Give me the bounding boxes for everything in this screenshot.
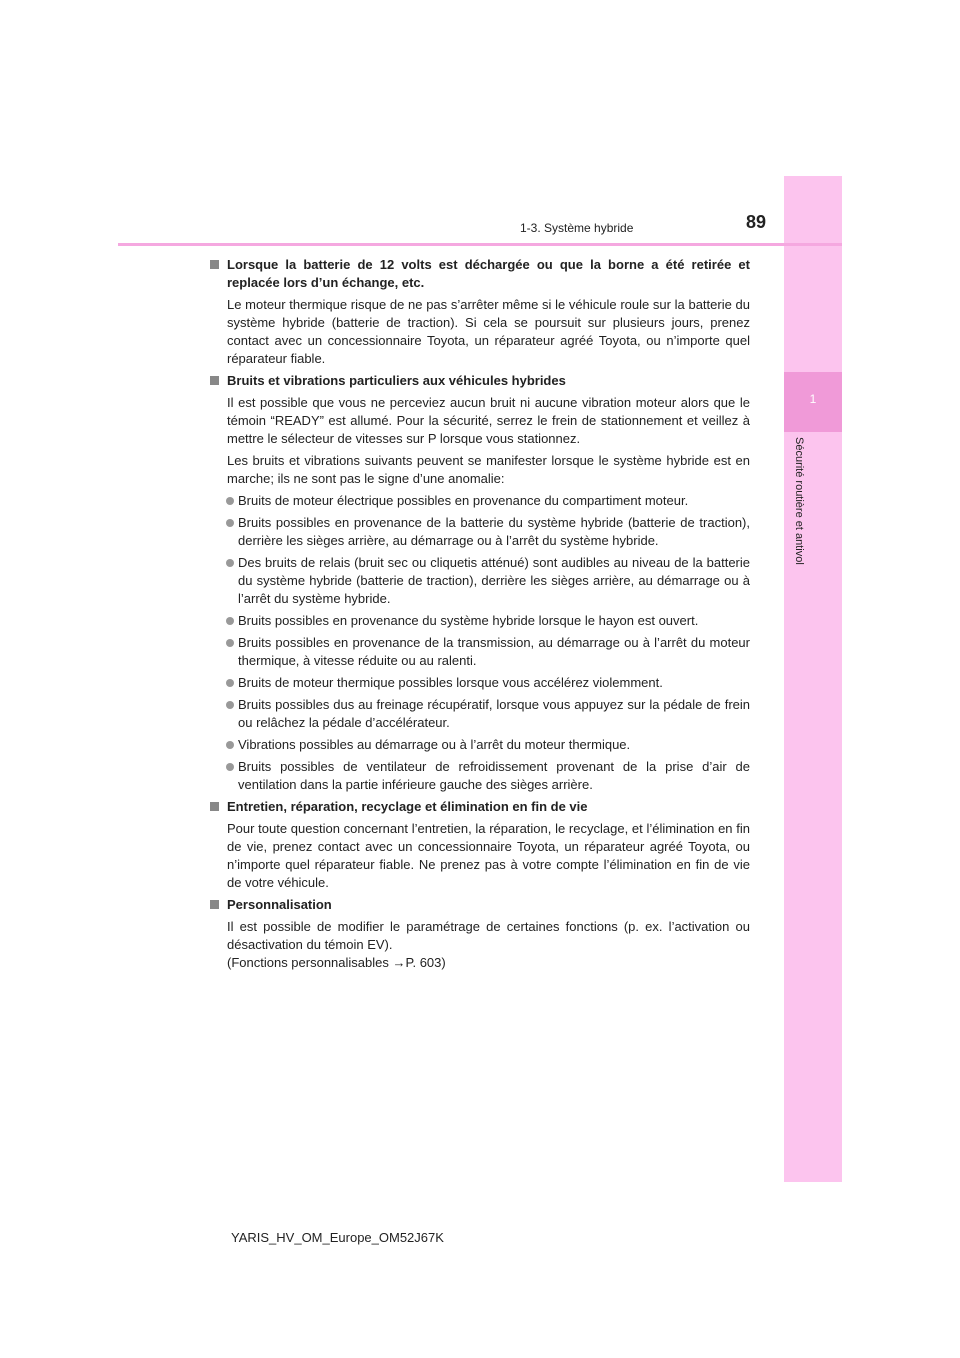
chapter-title: Sécurité routière et antivol	[793, 437, 805, 565]
list-item-text: Des bruits de relais (bruit sec ou cliquetis atténué) sont audibles au niveau de la batterie du système hybride (batterie de traction), derrière les sièges arrière, au démarrage ou à l’arrêt du système hybride.	[238, 555, 750, 606]
list-item	[210, 758, 750, 794]
circle-bullet-icon	[226, 497, 234, 505]
page-content	[210, 252, 750, 972]
list-item	[210, 634, 750, 670]
list-item-text: Bruits possibles en provenance du système hybride lorsque le hayon est ouvert.	[238, 613, 699, 628]
square-bullet-icon	[210, 900, 219, 909]
list-item	[210, 674, 750, 692]
list-item	[210, 696, 750, 732]
paragraph: Les bruits et vibrations suivants peuvent se manifester lorsque le système hybride est en marche; ils ne sont pas le signe d’une anomalie:	[227, 453, 750, 486]
list-item-text: Bruits possibles de ventilateur de refroidissement provenant de la prise d’air de ventilation dans la partie inférieure gauche des sièges arrière.	[238, 759, 750, 792]
header-rule	[118, 243, 842, 246]
paragraph: Pour toute question concernant l’entretien, la réparation, le recyclage, et l’élimination en fin de vie, prenez contact avec un concessionnaire Toyota, un réparateur agréé Toyota, ou n’importe quel réparateur fiable. Ne prenez pas à votre compte l’élimination en fin de vie de votre véhicule.	[227, 821, 750, 890]
section-heading-text: Lorsque la batterie de 12 volts est déchargée ou que la borne a été retirée et replacée lors d’un échange, etc.	[227, 257, 750, 290]
paragraph: Il est possible que vous ne perceviez aucun bruit ni aucune vibration moteur alors que le témoin “READY” est allumé. Pour la sécurité, serrez le frein de stationnement et veillez à mettre le sélecteur de vitesses sur P lorsque vous stationnez.	[227, 395, 750, 446]
circle-bullet-icon	[226, 741, 234, 749]
paragraph-line: Il est possible de modifier le paramétrage de certaines fonctions (p. ex. l’activation ou désactivation du témoin EV).	[227, 919, 750, 952]
section-heading	[210, 256, 750, 292]
list-item	[210, 612, 750, 630]
circle-bullet-icon	[226, 559, 234, 567]
circle-bullet-icon	[226, 639, 234, 647]
section-heading-text: Entretien, réparation, recyclage et élimination en fin de vie	[227, 799, 588, 814]
circle-bullet-icon	[226, 617, 234, 625]
list-item-text: Vibrations possibles au démarrage ou à l’arrêt du moteur thermique.	[238, 737, 631, 752]
section-heading	[210, 896, 750, 914]
circle-bullet-icon	[226, 519, 234, 527]
list-item-text: Bruits de moteur thermique possibles lorsque vous accélérez violemment.	[238, 675, 663, 690]
list-item	[210, 514, 750, 550]
list-item-text: Bruits de moteur électrique possibles en provenance du compartiment moteur.	[238, 493, 689, 508]
list-item	[210, 554, 750, 608]
section-heading-text: Bruits et vibrations particuliers aux véhicules hybrides	[227, 373, 566, 388]
section-title: 1-3. Système hybride	[520, 221, 634, 235]
list-item	[210, 736, 750, 754]
circle-bullet-icon	[226, 763, 234, 771]
square-bullet-icon	[210, 376, 219, 385]
list-item-text: Bruits possibles dus au freinage récupératif, lorsque vous appuyez sur la pédale de frein ou relâchez la pédale d’accélérateur.	[238, 697, 750, 730]
square-bullet-icon	[210, 802, 219, 811]
paragraph	[210, 918, 750, 972]
section-heading	[210, 798, 750, 816]
chapter-number: 1	[809, 392, 817, 406]
paragraph: Le moteur thermique risque de ne pas s’arrêter même si le véhicule roule sur la batterie du système hybride (batterie de traction). Si cela se poursuit sur plusieurs jours, prenez contact avec un concessionnaire Toyota, un réparateur agréé Toyota, ou n’importe quel réparateur fiable.	[227, 297, 750, 366]
chapter-side-tab	[784, 176, 842, 1182]
circle-bullet-icon	[226, 701, 234, 709]
list-item-text: Bruits possibles en provenance de la batterie du système hybride (batterie de traction), derrière les sièges arrière, au démarrage ou à l’arrêt du système hybride.	[238, 515, 750, 548]
cross-reference-link[interactable]: (Fonctions personnalisables →P. 603)	[227, 955, 446, 970]
document-id-footer: YARIS_HV_OM_Europe_OM52J67K	[231, 1230, 444, 1245]
list-item	[210, 492, 750, 510]
section-heading-text: Personnalisation	[227, 897, 332, 912]
circle-bullet-icon	[226, 679, 234, 687]
section-heading	[210, 372, 750, 390]
list-item-text: Bruits possibles en provenance de la transmission, au démarrage ou à l’arrêt du moteur thermique, à vitesse réduite ou au ralenti.	[238, 635, 750, 668]
square-bullet-icon	[210, 260, 219, 269]
page-number: 89	[746, 212, 767, 232]
